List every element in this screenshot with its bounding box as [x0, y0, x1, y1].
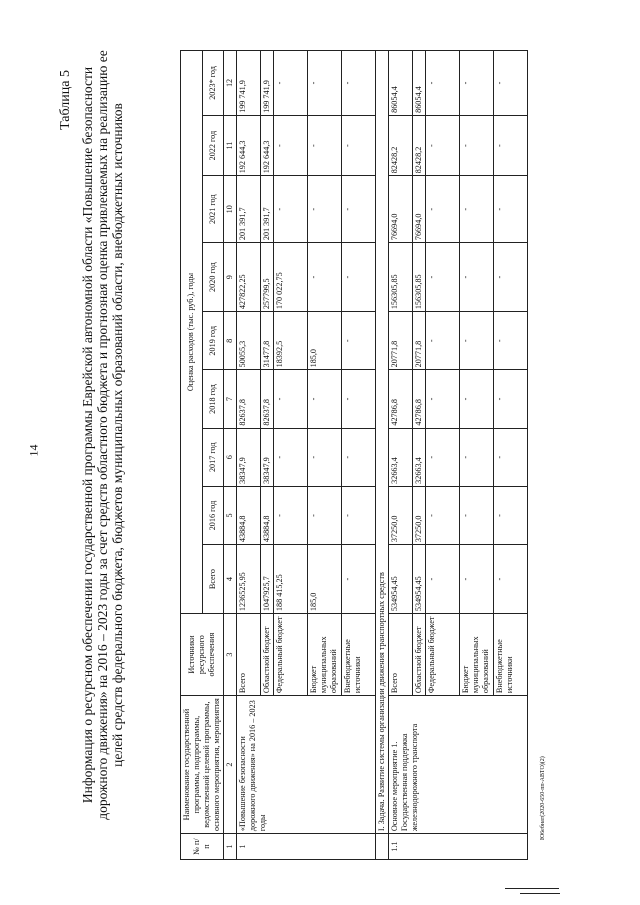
year-header: 2022 год	[202, 115, 224, 175]
value-cell: 534954,45	[413, 545, 426, 614]
value-cell: -	[494, 115, 528, 175]
program-name: «Повышение безопасности дорожного движения» на 2016 – 2023 годы	[237, 696, 376, 834]
column-index: 1	[224, 834, 237, 860]
value-cell: 185,0	[308, 312, 342, 370]
value-cell: 38347,9	[237, 428, 261, 486]
column-index: 4	[224, 545, 237, 614]
table-label: Таблица 5	[58, 70, 73, 130]
value-cell: -	[460, 545, 494, 614]
value-cell: -	[308, 51, 342, 116]
value-cell: -	[342, 176, 376, 243]
bottom-rule	[505, 888, 559, 889]
value-cell: -	[342, 370, 376, 428]
value-cell: -	[274, 115, 308, 175]
value-cell: -	[494, 243, 528, 312]
value-cell: 1047925,7	[261, 545, 274, 614]
source-cell: Областной бюджет	[413, 614, 426, 696]
document-heading: Информация о ресурсном обеспечении государственной программы Еврейской автономной области «Повышение безопасности дорожного движения» на 2016 – 2023 годы за счет средств областного бюджета и прогнозная оценка привлекаемых на реализацию ее целей средств федерального бюджета, бюджетов муниципальных образований области, внебюджетных источников	[80, 50, 125, 820]
task-row	[376, 51, 389, 860]
value-cell: -	[426, 312, 460, 370]
value-cell: -	[460, 312, 494, 370]
value-cell: -	[342, 51, 376, 116]
source-cell: Федеральный бюджет	[426, 614, 460, 696]
column-index: 9	[224, 243, 237, 312]
value-cell: 86054,4	[413, 51, 426, 116]
value-cell: 43884,8	[261, 486, 274, 544]
source-cell: Всего	[237, 614, 261, 696]
value-cell: 82637,8	[261, 370, 274, 428]
value-cell: 37250,0	[413, 486, 426, 544]
value-cell: -	[308, 428, 342, 486]
year-header: 2016 год	[202, 486, 224, 544]
value-cell: 76694,0	[413, 176, 426, 243]
year-header: 2021 год	[202, 176, 224, 243]
program-num: 1	[237, 834, 376, 860]
source-cell: Внебюджетные источники	[494, 614, 528, 696]
value-cell: 534954,45	[389, 545, 413, 614]
value-cell: -	[460, 428, 494, 486]
value-cell: -	[460, 486, 494, 544]
value-cell: 31477,8	[261, 312, 274, 370]
value-cell: 257799,5	[261, 243, 274, 312]
value-cell: -	[460, 243, 494, 312]
value-cell: 188 415,25	[274, 545, 308, 614]
value-cell: 170 022,75	[274, 243, 308, 312]
column-index: 7	[224, 370, 237, 428]
value-cell: 86054,4	[389, 51, 413, 116]
value-cell: 156305,85	[389, 243, 413, 312]
year-header: 2017 год	[202, 428, 224, 486]
footer-code: Ю6ебнат(2020-650-пп-АВТО)(2)	[540, 756, 546, 840]
value-cell: -	[342, 243, 376, 312]
value-cell: 42786,8	[389, 370, 413, 428]
value-cell: 20771,8	[413, 312, 426, 370]
column-index: 12	[224, 51, 237, 116]
value-cell: 199 741,9	[237, 51, 261, 116]
resource-table	[180, 50, 528, 860]
value-cell: 20771,8	[389, 312, 413, 370]
year-header: Всего	[202, 545, 224, 614]
value-cell: -	[426, 176, 460, 243]
header-index-row	[224, 51, 237, 860]
value-cell: 185,0	[308, 545, 342, 614]
source-cell: Всего	[389, 614, 413, 696]
bottom-rule-short	[520, 893, 560, 894]
value-cell: -	[460, 176, 494, 243]
source-cell: Внебюджетные источники	[342, 614, 376, 696]
value-cell: -	[426, 115, 460, 175]
year-header: 2019 год	[202, 312, 224, 370]
value-cell: 192 644,3	[261, 115, 274, 175]
value-cell: -	[308, 370, 342, 428]
value-cell: -	[342, 486, 376, 544]
measure-num: 1.1	[389, 834, 528, 860]
value-cell: 199 741,9	[261, 51, 274, 116]
task-spacer	[376, 834, 389, 860]
column-index: 5	[224, 486, 237, 544]
value-cell: 50055,3	[237, 312, 261, 370]
column-index: 11	[224, 115, 237, 175]
value-cell: -	[274, 370, 308, 428]
value-cell: -	[426, 370, 460, 428]
value-cell: -	[308, 176, 342, 243]
measure-name: Основное мероприятие 1. Государственная поддержка железнодорожного транспорта	[389, 696, 528, 834]
value-cell: -	[308, 115, 342, 175]
value-cell: 37250,0	[389, 486, 413, 544]
value-cell: -	[426, 545, 460, 614]
value-cell: 192 644,3	[237, 115, 261, 175]
table-row	[389, 51, 413, 860]
value-cell: 201 391,7	[237, 176, 261, 243]
col-num-header: № п/п	[181, 834, 224, 860]
source-cell: Федеральный бюджет	[274, 614, 308, 696]
source-cell: Бюджет муниципальных образований	[460, 614, 494, 696]
year-header: 2023* год	[202, 51, 224, 116]
table-row	[237, 51, 261, 860]
column-index: 3	[224, 614, 237, 696]
value-cell: 76694,0	[389, 176, 413, 243]
column-index: 2	[224, 696, 237, 834]
task-text: I. Задача. Развитие системы организации движения транспортных средств	[376, 51, 389, 834]
value-cell: 1236525,95	[237, 545, 261, 614]
value-cell: 82428,2	[389, 115, 413, 175]
year-header: 2018 год	[202, 370, 224, 428]
column-index: 6	[224, 428, 237, 486]
value-cell: -	[274, 486, 308, 544]
value-cell: 42786,8	[413, 370, 426, 428]
value-cell: 18392,5	[274, 312, 308, 370]
source-cell: Бюджет муниципальных образований	[308, 614, 342, 696]
value-cell: -	[460, 115, 494, 175]
col-name-header: Наименование государственной программы, подпрограммы, ведомственной целевой программы, основного мероприятия, мероприятия	[181, 696, 224, 834]
col-source-header: Источники ресурсного обеспечения	[181, 614, 224, 696]
value-cell: 82428,2	[413, 115, 426, 175]
value-cell: -	[494, 51, 528, 116]
value-cell: -	[460, 51, 494, 116]
value-cell: -	[494, 370, 528, 428]
value-cell: 43884,8	[237, 486, 261, 544]
value-cell: -	[342, 312, 376, 370]
col-estimate-header: Оценка расходов (тыс. руб.), годы	[181, 51, 203, 614]
value-cell: -	[342, 428, 376, 486]
value-cell: 156305,85	[413, 243, 426, 312]
value-cell: -	[426, 486, 460, 544]
value-cell: -	[426, 243, 460, 312]
value-cell: -	[460, 370, 494, 428]
column-index: 8	[224, 312, 237, 370]
value-cell: -	[494, 176, 528, 243]
header-row-1	[181, 51, 203, 860]
value-cell: 427822,25	[237, 243, 261, 312]
value-cell: 82637,8	[237, 370, 261, 428]
value-cell: 201 391,7	[261, 176, 274, 243]
page-number: 14	[26, 444, 41, 457]
value-cell: -	[426, 51, 460, 116]
value-cell: -	[494, 428, 528, 486]
value-cell: -	[274, 51, 308, 116]
value-cell: -	[274, 428, 308, 486]
value-cell: 32663,4	[389, 428, 413, 486]
rotated-page-content	[40, 50, 600, 860]
value-cell: -	[426, 428, 460, 486]
value-cell: -	[494, 312, 528, 370]
value-cell: -	[494, 545, 528, 614]
value-cell: 38347,9	[261, 428, 274, 486]
column-index: 10	[224, 176, 237, 243]
value-cell: -	[342, 545, 376, 614]
value-cell: -	[274, 176, 308, 243]
value-cell: -	[308, 243, 342, 312]
value-cell: 32663,4	[413, 428, 426, 486]
value-cell: -	[342, 115, 376, 175]
value-cell: -	[308, 486, 342, 544]
value-cell: -	[494, 486, 528, 544]
year-header: 2020 год	[202, 243, 224, 312]
source-cell: Областной бюджет	[261, 614, 274, 696]
